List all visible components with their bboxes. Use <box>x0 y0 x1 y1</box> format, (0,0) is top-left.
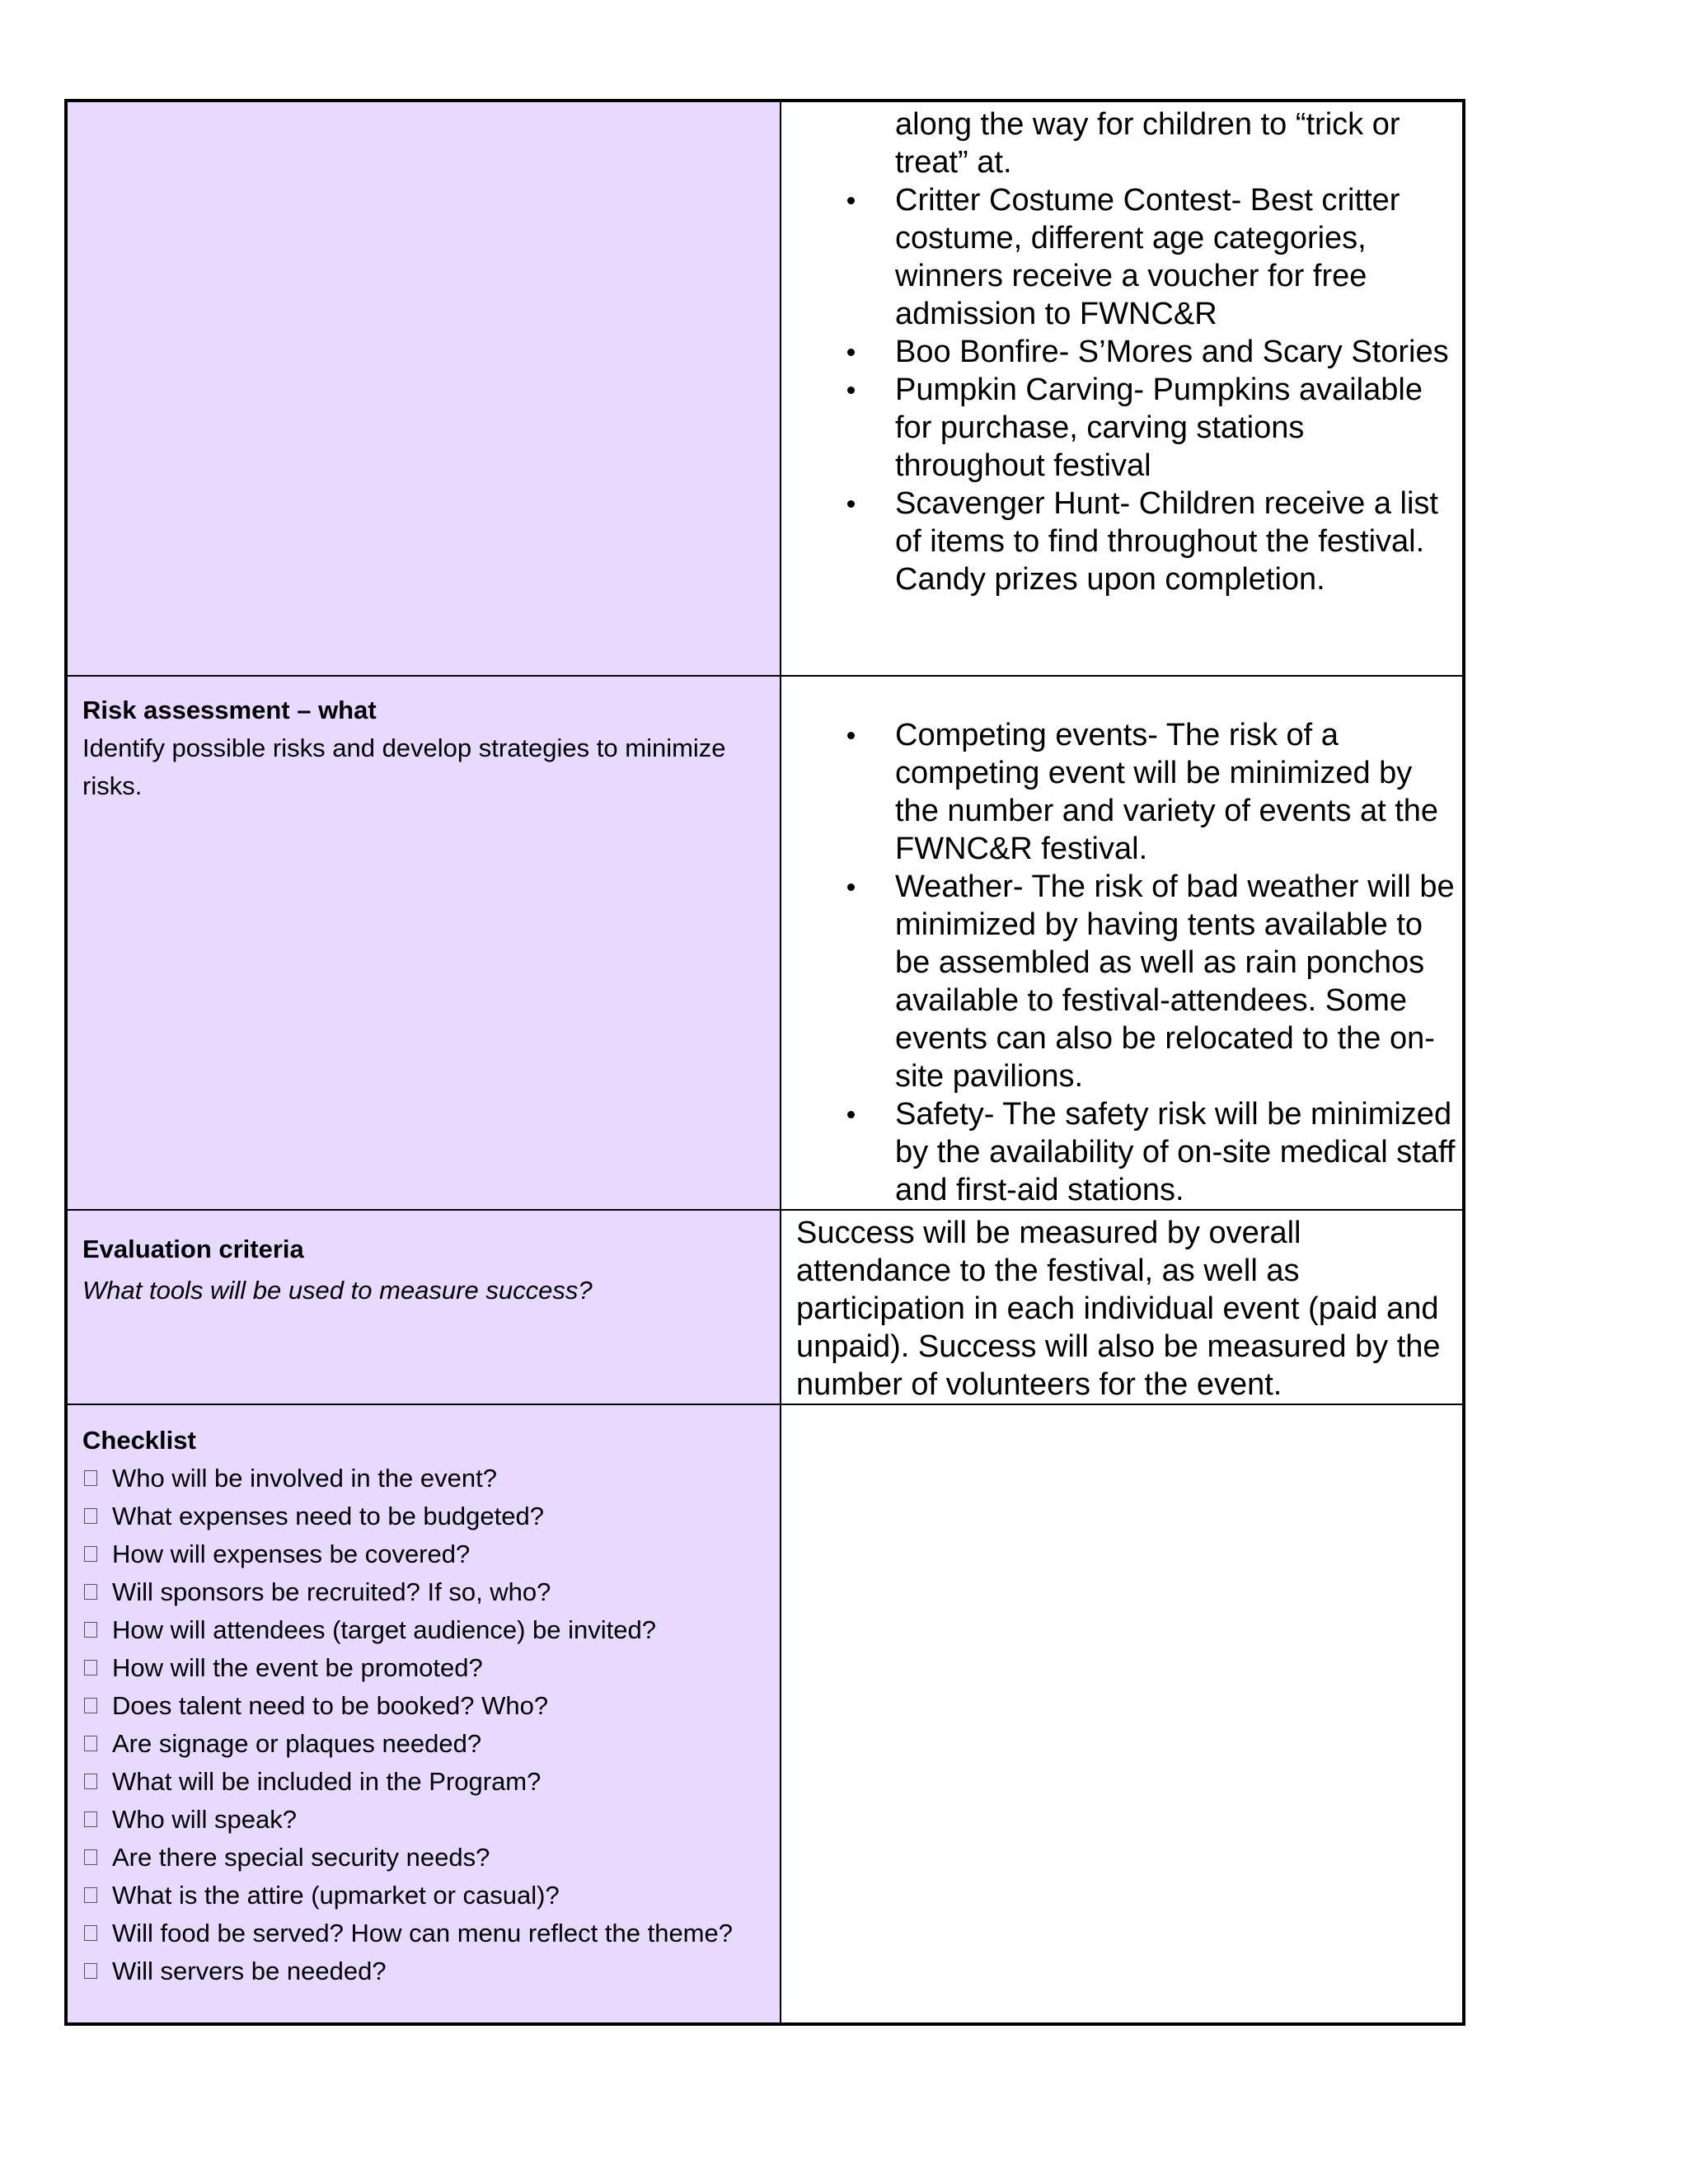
bullet-icon <box>847 883 855 891</box>
checklist-item: How will attendees (target audience) be invited? <box>82 1611 765 1649</box>
list-item: Boo Bonfire- S’Mores and Scary Stories <box>781 333 1462 371</box>
row-checklist <box>66 1404 1464 2024</box>
checklist-item: Will food be served? How can menu reflect the theme? <box>82 1915 765 1952</box>
risk-label-cell <box>66 676 781 1210</box>
risk-heading: Risk assessment – what <box>82 696 377 724</box>
checklist-item: What will be included in the Program? <box>82 1763 765 1801</box>
checklist-item: How will the event be promoted? <box>82 1649 765 1687</box>
checkbox-icon <box>84 1736 97 1751</box>
continuation-text: along the way for children to “trick or treat” at. <box>895 107 1400 180</box>
bullet-icon <box>847 349 855 356</box>
risk-description: Identify possible risks and develop strategies to minimize risks. <box>82 733 726 800</box>
checklist-item: How will expenses be covered? <box>82 1535 765 1573</box>
list-item: Scavenger Hunt- Children receive a list of items to find throughout the festival. Candy prizes upon completion. <box>781 485 1462 598</box>
checklist-item: What expenses need to be budgeted? <box>82 1497 765 1535</box>
bullet-icon <box>847 732 855 739</box>
checkbox-icon <box>84 1698 97 1713</box>
evaluation-question: What tools will be used to measure success? <box>82 1276 593 1305</box>
risk-content-cell <box>781 676 1464 1210</box>
checkbox-icon <box>84 1470 97 1486</box>
checklist-list <box>82 1460 765 1990</box>
list-item: Weather- The risk of bad weather will be minimized by having tents available to be assembled as well as rain ponchos available to festival-attendees. Some events can also be relocated to the on-site pavilions. <box>781 868 1462 1095</box>
evaluation-label-cell <box>66 1210 781 1404</box>
list-item: Pumpkin Carving- Pumpkins available for purchase, carving stations throughout festival <box>781 371 1462 485</box>
checklist-item: Are signage or plaques needed? <box>82 1725 765 1763</box>
checkbox-icon <box>84 1963 97 1979</box>
checklist-item: Are there special security needs? <box>82 1839 765 1877</box>
checkbox-icon <box>84 1849 97 1865</box>
checklist-item: Who will be involved in the event? <box>82 1460 765 1497</box>
bullet-icon <box>847 500 855 508</box>
row-activities-label-cell <box>66 101 781 676</box>
bullet-icon <box>847 197 855 204</box>
row-activities <box>66 101 1464 676</box>
activities-list <box>781 181 1462 598</box>
checkbox-icon <box>84 1660 97 1675</box>
planning-table <box>64 99 1465 2026</box>
checkbox-icon <box>84 1774 97 1789</box>
checkbox-icon <box>84 1584 97 1600</box>
checklist-item: Does talent need to be booked? Who? <box>82 1687 765 1725</box>
row-activities-content-cell <box>781 101 1464 676</box>
list-item: Critter Costume Contest- Best critter costume, different age categories, winners receive a voucher for free admission to FWNC&R <box>781 181 1462 333</box>
list-item: Safety- The safety risk will be minimized by the availability of on-site medical staff and first-aid stations. <box>781 1095 1462 1209</box>
checklist-label-cell <box>66 1404 781 2024</box>
risk-list <box>781 716 1462 1209</box>
checkbox-icon <box>84 1622 97 1638</box>
checklist-item: Will sponsors be recruited? If so, who? <box>82 1573 765 1611</box>
list-item: Competing events- The risk of a competing event will be minimized by the number and variety of events at the FWNC&R festival. <box>781 716 1462 868</box>
bullet-icon <box>847 1111 855 1118</box>
evaluation-answer: Success will be measured by overall attendance to the festival, as well as participation in each individual event (paid and unpaid). Success will also be measured by the number of volunteers for the event. <box>796 1216 1441 1402</box>
checklist-item: Who will speak? <box>82 1801 765 1839</box>
row-risk <box>66 676 1464 1210</box>
checkbox-icon <box>84 1887 97 1903</box>
checkbox-icon <box>84 1811 97 1827</box>
evaluation-content-cell <box>781 1210 1464 1404</box>
row-evaluation <box>66 1210 1464 1404</box>
bullet-icon <box>847 387 855 394</box>
checklist-content-cell <box>781 1404 1464 2024</box>
checklist-heading: Checklist <box>82 1426 196 1455</box>
checklist-item: What is the attire (upmarket or casual)? <box>82 1877 765 1915</box>
evaluation-heading: Evaluation criteria <box>82 1235 304 1263</box>
checklist-item: Will servers be needed? <box>82 1952 765 1990</box>
checkbox-icon <box>84 1925 97 1941</box>
checkbox-icon <box>84 1546 97 1562</box>
checkbox-icon <box>84 1508 97 1524</box>
